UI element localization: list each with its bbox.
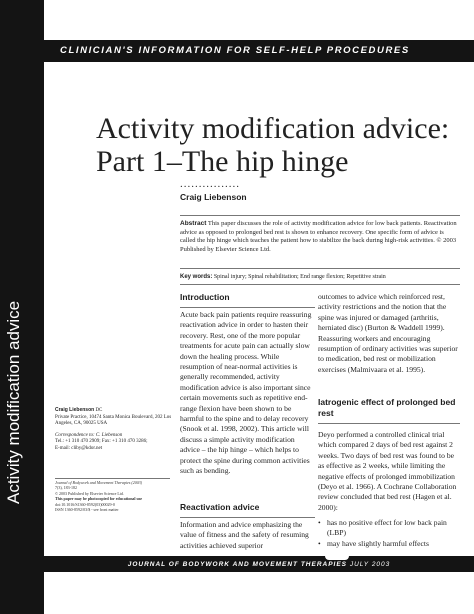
reactivation-heading-text: Reactivation advice (180, 502, 260, 512)
author-info-tel: Tel.: +1 310 470 2909; Fax: +1 310 470 3286; (55, 439, 148, 445)
reactivation-heading (180, 502, 315, 518)
sidebar-label: Activity modification advice (4, 300, 23, 504)
footer-date: JULY 2003 (349, 561, 391, 568)
abstract-rule-bottom (180, 268, 460, 269)
iatrogenic-heading-rule (318, 423, 460, 424)
citation-copyright: © 2003 Published by Elsevier Science Ltd. (55, 490, 124, 496)
author-info-address: Private Practice, 10474 Santa Monica Boulevard, 202 Los Angeles, CA, 90025 USA (55, 414, 172, 427)
reactivation-paragraph: Information and advice emphasizing the value of fitness and the safety of resuming activities achieved superior (180, 520, 309, 550)
abstract-label: Abstract (180, 220, 207, 227)
author-info-email: E-mail: cliby@kdor.net (55, 445, 103, 451)
title-line-1: Activity modification advice: (96, 112, 450, 145)
author-info-degree: DC (95, 408, 103, 413)
list-item: • may have slightly harmful effects (318, 539, 460, 549)
header-banner: CLINICIAN'S INFORMATION FOR SELF-HELP PROCEDURES (44, 40, 474, 62)
deyo-paragraph: Deyo performed a controlled clinical trial which compared 2 days of bed rest against 2 weeks. Two days of bed rest was found to be as effective as 2 weeks, while limiting the negative effects of prolonged immobilization (Deyo et al. 1966). A Cochrane Collaboration review concluded that bed rest (Hagen et al. 2000): (318, 430, 457, 512)
title-line-2: Part 1–The hip hinge (96, 145, 349, 178)
author-info-correspondence: Correspondence to: C. Liebenson (55, 432, 123, 438)
citation-photocopy: This paper may be photocopied for educational use (55, 496, 143, 502)
title-dots: ................ (180, 178, 240, 190)
article-title (96, 112, 466, 178)
reactivation-heading-rule (180, 517, 315, 518)
keywords-text: Spinal injury; Spinal rehabilitation; End range flexion; Repetitive strain (213, 274, 386, 280)
iatrogenic-heading-text: Iatrogenic effect of prolonged bed rest (318, 397, 456, 418)
author-info (55, 407, 175, 453)
list-item: • has no positive effect for low back pain (LBP) (318, 518, 460, 539)
side-bar (0, 0, 44, 614)
author-info-name: Craig Liebenson (55, 407, 95, 413)
footer-journal-name: JOURNAL OF BODYWORK AND MOVEMENT THERAPIES (127, 561, 348, 568)
citation-block (55, 480, 175, 512)
intro-paragraph: Acute back pain patients require reassuring reactivation advice in order to hasten their recovery. Rest, one of the more popular treatments for acute pain can actually slow down the healing process. While resumption of near-normal activities is generally recommended, activity modification advice is also important since certain movements such as repetitive end-range flexion have been shown to be harmful to the spine and to delay recovery (Snook et al. 1998, 2002). This article will discuss a simple activity modification advice – the hip hinge – which helps to protect the spine during common activities such as bending. (180, 310, 312, 476)
iatrogenic-heading (318, 397, 460, 424)
page-number-badge (325, 552, 349, 560)
footer-journal (44, 560, 474, 570)
keywords-rule (180, 284, 460, 285)
copyright-notice: © 2003 Published by Elsevier Science Ltd. (180, 237, 457, 253)
citation-issn: ISSN 1360-8592/03/$ - see front matter (55, 507, 119, 513)
intro-heading-text: Introduction (180, 292, 230, 302)
citation-journal: Journal of Bodywork and Movement Therapies (2003) (55, 480, 143, 485)
keywords (180, 273, 460, 281)
intro-heading (180, 292, 315, 308)
abstract-rule-top (180, 215, 460, 216)
citation-doi: doi:10.1016/S1360-8592(03)00029-0 (55, 501, 115, 507)
intro-heading-rule (180, 307, 315, 308)
author-byline: Craig Liebenson (180, 192, 247, 202)
abstract (180, 220, 460, 254)
bed-rest-findings-list (318, 518, 460, 549)
abstract-text: This paper discusses the role of activity modification advice for low back patients. Reactivation advice as opposed to prolonged bed rest is shown to enhance recovery. One specific form of advice is called the hip hinge which teaches the patient how to stabilize the back during high-risk activities. (180, 220, 457, 245)
keywords-label: Key words: (180, 274, 213, 280)
citation-volume: 7(3), 183-182 (55, 485, 77, 491)
citation-rule (55, 478, 170, 479)
outcomes-paragraph: outcomes to advice which reinforced rest, activity restrictions and the notion that the spine was injured or damaged (arthritis, herniated disc) (Burton & Waddell 1999). Reassuring workers and encouraging resumption of ordinary activities was superior to medication, bed rest or mobilization exercises (Malmivaara et al. 1995). (318, 292, 458, 374)
